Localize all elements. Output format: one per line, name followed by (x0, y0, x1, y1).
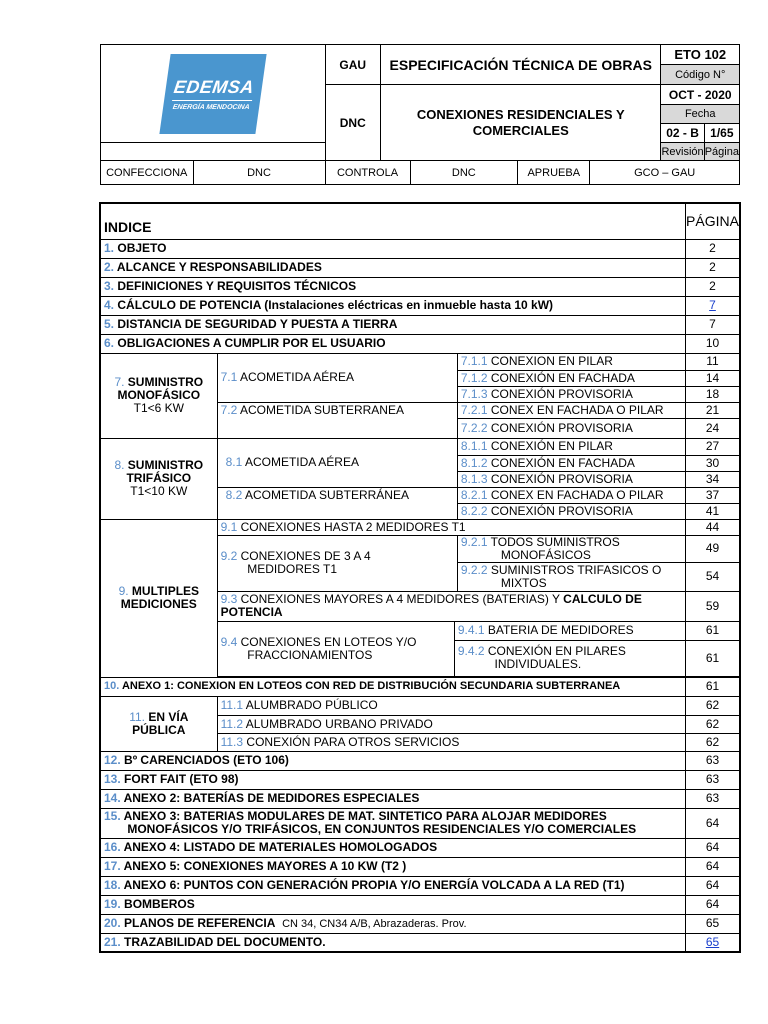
item-title: FRACCIONAMIENTOS (247, 647, 373, 662)
item-title: CONEXION EN PILAR (490, 354, 613, 368)
index-row[interactable] (100, 277, 740, 296)
item-number: 9.2.2 (460, 562, 488, 577)
confecciona-value: DNC (193, 161, 325, 185)
item-number: 3. (104, 279, 115, 293)
item-title: PLANOS DE REFERENCIA (124, 915, 276, 930)
item-number: 8.1.2 (460, 455, 488, 470)
item-page: 62 (686, 715, 740, 733)
item-page: 64 (686, 895, 740, 914)
index-row[interactable] (100, 258, 740, 277)
index-subitem[interactable] (457, 386, 685, 402)
item-title: ACOMETIDA AÉREA (239, 370, 354, 384)
section-8-label (100, 438, 217, 519)
item-page: 18 (686, 386, 740, 402)
index-row[interactable] (100, 838, 740, 857)
item-title: ALUMBRADO PÚBLICO (245, 698, 378, 712)
logo-main-text: EDEMSA (172, 77, 255, 101)
item-title: TODOS SUMINISTROS (490, 534, 620, 549)
item-title: CONEXIÓN PROVISORIA (490, 420, 633, 435)
item-page: 64 (686, 857, 740, 876)
index-subitem[interactable] (457, 402, 685, 418)
section-7-label (100, 353, 217, 438)
item-page: 7 (686, 315, 740, 334)
item-number: 20. (104, 915, 121, 930)
index-row[interactable] (100, 751, 740, 770)
doc-subtitle (380, 85, 661, 161)
item-title: CONEXIÓN EN PILARES (487, 644, 626, 658)
item-title: DISTANCIA DE SEGURIDAD Y PUESTA A TIERRA (117, 317, 398, 331)
doc-title: ESPECIFICACIÓN TÉCNICA DE OBRAS (380, 45, 661, 85)
code-label: Código N° (661, 65, 740, 85)
item-number: 7.2.1 (460, 402, 488, 417)
item-number: 7.1.3 (460, 386, 488, 401)
subtitle-line-1: CONEXIONES RESIDENCIALES Y (416, 106, 625, 122)
index-subitem[interactable] (457, 438, 685, 455)
index-subitem[interactable] (457, 535, 685, 562)
date-label: Fecha (661, 105, 740, 124)
index-subitem[interactable] (457, 471, 685, 487)
page-label: Página (704, 143, 739, 161)
item-page: 14 (686, 370, 740, 386)
item-page: 63 (686, 751, 740, 770)
item-title: CONEXIÓN PROVISORIA (490, 503, 633, 518)
item-title: OBLIGACIONES A CUMPLIR POR EL USUARIO (117, 336, 386, 350)
item-number: 7.1.1 (460, 354, 488, 368)
item-number: 9.4.1 (457, 623, 485, 637)
item-title: MEDIDORES T1 (247, 562, 338, 576)
index-subitem[interactable] (454, 621, 685, 640)
section-title: MULTIPLES (131, 584, 200, 598)
item-page: 62 (686, 733, 740, 751)
controla-label: CONTROLA (325, 161, 410, 185)
item-number: 9.4 (220, 634, 238, 649)
item-number: 8. (114, 458, 125, 472)
item-page: 2 (686, 258, 740, 277)
subsection-9-1[interactable] (217, 519, 685, 535)
subsection-9-2[interactable] (217, 535, 457, 591)
item-title: ACOMETIDA SUBTERRÁNEA (244, 487, 409, 502)
index-row[interactable] (100, 876, 740, 895)
item-title: MONOFÁSICOS (500, 547, 591, 562)
item-number: 11.2 (220, 716, 244, 731)
index-title: INDICE (100, 203, 686, 239)
index-subitem[interactable] (457, 353, 685, 370)
subsection-7-2[interactable] (217, 402, 457, 438)
section-11-label (100, 696, 217, 751)
item-title: INDIVIDUALES. (494, 657, 582, 671)
item-title: BATERIA DE MEDIDORES (487, 623, 634, 637)
item-title: ALUMBRADO URBANO PRIVADO (245, 716, 433, 731)
item-title: CONEXIÓN PROVISORIA (490, 471, 633, 486)
item-number: 11.3 (220, 734, 244, 749)
index-row[interactable] (100, 808, 740, 838)
item-title: CONEX EN FACHADA O PILAR (490, 487, 664, 502)
item-page: 2 (686, 239, 740, 258)
item-number: 7.1 (220, 370, 238, 384)
confecciona-label: CONFECCIONA (101, 161, 194, 185)
item-number: 11.1 (220, 698, 244, 712)
aprueba-label: APRUEBA (518, 161, 590, 185)
item-note: CN 34, CN34 A/B, Abrazaderas. Prov. (282, 917, 467, 930)
item-number: 4. (104, 298, 115, 312)
item-title: ACOMETIDA SUBTERRANEA (239, 402, 404, 417)
index-subitem[interactable] (457, 487, 685, 503)
item-number: 7.2 (220, 402, 238, 417)
item-page: 21 (686, 402, 740, 418)
item-title: CONEXIONES DE 3 A 4 (240, 549, 371, 563)
item-title: CONEXIONES EN LOTEOS Y/O (240, 634, 417, 649)
item-page: 61 (686, 621, 740, 640)
item-title-bold: POTENCIA (220, 605, 283, 619)
item-number: 21. (104, 934, 121, 949)
item-page: 49 (686, 535, 740, 562)
item-number: 19. (104, 897, 121, 911)
doc-date: OCT - 2020 (661, 85, 740, 105)
item-number: 11. (129, 709, 146, 724)
section-title: SUMINISTRO (127, 375, 204, 389)
revision-label: Revisión (661, 143, 704, 161)
item-number: 8.1.3 (460, 471, 488, 486)
index-row[interactable] (100, 895, 740, 914)
logo-filler (101, 143, 326, 161)
item-title: ANEXO 1: CONEXION EN LOTEOS CON RED DE DISTRIBUCIÓN SECUNDARIA SUBTERRANEA (121, 680, 621, 692)
item-number: 16. (104, 840, 121, 854)
index-row[interactable] (100, 770, 740, 789)
index-row[interactable] (100, 677, 740, 696)
section-title: MONOFÁSICO (117, 388, 201, 402)
item-title: ACOMETIDA AÉREA (244, 455, 359, 469)
section-title: TRIFÁSICO (126, 471, 192, 485)
subsection-7-1[interactable] (217, 353, 457, 402)
index-row[interactable] (100, 296, 740, 315)
item-page: 63 (686, 770, 740, 789)
section-title: EN VÍA (148, 709, 189, 724)
item-title: CONEX EN FACHADA O PILAR (490, 402, 664, 417)
item-title: DEFINICIONES Y REQUISITOS TÉCNICOS (117, 279, 357, 293)
item-number: 8.1 (225, 455, 243, 469)
item-page: 64 (686, 838, 740, 857)
item-title: Bº CARENCIADOS (ETO 106) (124, 753, 289, 767)
section-note: T1<6 KW (133, 401, 184, 415)
revision-value: 02 - B (661, 124, 704, 143)
item-number: 10. (104, 680, 120, 692)
item-number: 12. (104, 753, 121, 767)
item-number: 8.2.2 (460, 503, 488, 518)
item-page: 63 (686, 789, 740, 808)
item-title: CONEXIÓN EN PILAR (490, 439, 613, 453)
item-number: 9. (118, 584, 129, 598)
item-page: 30 (686, 455, 740, 471)
item-number: 5. (104, 317, 115, 331)
page-link[interactable]: 65 (705, 934, 720, 949)
item-number: 8.2.1 (460, 487, 488, 502)
item-page: 41 (686, 503, 740, 519)
index-subitem[interactable] (217, 696, 685, 715)
logo-sub-text: ENERGÍA MENDOCINA (171, 103, 250, 111)
index-subitem[interactable] (454, 640, 685, 676)
item-number: 8.1.1 (460, 439, 488, 453)
index-subitem[interactable] (217, 733, 685, 751)
item-title: ALCANCE Y RESPONSABILIDADES (116, 260, 322, 274)
item-page: 44 (686, 519, 740, 535)
item-number: 8.2 (225, 487, 243, 502)
item-number: 15. (104, 809, 121, 823)
item-title: MONOFÁSICOS Y/O TRIFÁSICOS, EN CONJUNTOS RESIDENCIALES Y/O COMERCIALES (127, 822, 637, 836)
item-page: 37 (686, 487, 740, 503)
item-number: 9.1 (220, 519, 238, 534)
item-number: 18. (104, 878, 121, 892)
index-subitem[interactable] (457, 418, 685, 438)
item-page: 2 (686, 277, 740, 296)
index-row[interactable] (100, 789, 740, 808)
item-page: 62 (686, 696, 740, 715)
item-number: 1. (104, 241, 115, 255)
controla-value: DNC (410, 161, 518, 185)
item-number: 9.2.1 (460, 534, 488, 549)
item-number: 9.2 (220, 549, 238, 563)
item-number: 7. (114, 375, 125, 389)
item-title: CONEXIÓN PARA OTROS SERVICIOS (246, 734, 460, 749)
item-title: CONEXIÓN PROVISORIA (490, 386, 633, 401)
item-page: 54 (686, 562, 740, 591)
item-page: 65 (686, 914, 740, 933)
item-title: OBJETO (117, 241, 167, 255)
subsection-8-2[interactable] (217, 487, 457, 519)
dnc-cell: DNC (325, 85, 380, 161)
item-title: CONEXIONES MAYORES A 4 MEDIDORES (BATERIAS) Y (240, 592, 564, 606)
index-row[interactable] (100, 334, 740, 353)
item-page: 59 (686, 591, 740, 621)
item-title: ANEXO 2: BATERÍAS DE MEDIDORES ESPECIALES (123, 791, 420, 805)
item-number: 9.4.2 (457, 644, 485, 658)
item-page: 24 (686, 418, 740, 438)
section-title: PÚBLICA (132, 722, 186, 737)
item-page: 34 (686, 471, 740, 487)
index-subitem[interactable] (457, 455, 685, 471)
index-subitem[interactable] (457, 562, 685, 591)
item-page: 27 (686, 438, 740, 455)
index-table (99, 202, 741, 953)
subsection-9-3[interactable] (217, 591, 685, 621)
gau-cell: GAU (325, 45, 380, 85)
item-page: 10 (686, 334, 740, 353)
item-title: MIXTOS (500, 575, 547, 590)
index-row[interactable] (100, 933, 740, 952)
logo-cell (101, 45, 326, 143)
index-row[interactable] (100, 914, 740, 933)
item-page: 61 (686, 677, 740, 696)
item-title: BOMBEROS (124, 897, 195, 911)
aprueba-value: GCO – GAU (590, 161, 740, 185)
item-number: 2. (104, 260, 115, 274)
page-link[interactable]: 7 (709, 298, 716, 312)
item-title: ANEXO 5: CONEXIONES MAYORES A 10 KW (T2 ) (123, 859, 407, 873)
item-number: 13. (104, 772, 121, 786)
index-subitem[interactable] (457, 370, 685, 386)
edemsa-logo (159, 54, 266, 134)
item-page: 64 (686, 876, 740, 895)
index-subitem[interactable] (457, 503, 685, 519)
item-page: 61 (686, 640, 740, 676)
doc-code: ETO 102 (661, 45, 740, 65)
section-title: MEDICIONES (120, 597, 197, 611)
section-title: SUMINISTRO (127, 458, 204, 472)
item-number: 7.2.2 (460, 420, 488, 435)
item-title: CONEXIONES HASTA 2 MEDIDORES T1 (240, 519, 466, 534)
index-subitem[interactable] (217, 715, 685, 733)
index-row[interactable] (100, 857, 740, 876)
item-title: CONEXIÓN EN FACHADA (490, 370, 635, 385)
item-number: 7.1.2 (460, 370, 488, 385)
item-title: ANEXO 4: LISTADO DE MATERIALES HOMOLOGADOS (123, 840, 438, 854)
item-title-bold: CALCULO DE (563, 592, 642, 606)
item-number: 9.3 (220, 592, 238, 606)
subtitle-line-2: COMERCIALES (472, 122, 569, 138)
index-row[interactable] (100, 239, 740, 258)
item-title: CONEXIÓN EN FACHADA (490, 455, 635, 470)
item-title: ANEXO 3: BATERIAS MODULARES DE MAT. SINTETICO PARA ALOJAR MEDIDORES (120, 809, 607, 823)
item-title: SUMINISTROS TRIFASICOS O (490, 562, 662, 577)
item-title: CÁLCULO DE POTENCIA (Instalaciones eléctricas en inmueble hasta 10 kW) (117, 298, 554, 312)
item-number: 6. (104, 336, 115, 350)
page-column-header: PÁGINA (686, 203, 740, 239)
document-header (100, 44, 740, 185)
subsection-8-1[interactable] (217, 438, 457, 487)
section-9-label (100, 519, 217, 677)
page-value: 1/65 (704, 124, 739, 143)
item-page: 11 (686, 353, 740, 370)
item-number: 14. (104, 791, 121, 805)
item-title: ANEXO 6: PUNTOS CON GENERACIÓN PROPIA Y/O ENERGÍA VOLCADA A LA RED (T1) (123, 878, 625, 892)
index-row[interactable] (100, 315, 740, 334)
item-title: FORT FAIT (ETO 98) (124, 772, 239, 786)
item-number: 17. (104, 859, 121, 873)
section-note: T1<10 KW (130, 484, 188, 498)
item-page: 64 (686, 808, 740, 838)
item-title: TRAZABILIDAD DEL DOCUMENTO. (124, 934, 326, 949)
subsection-9-4[interactable] (217, 621, 454, 676)
